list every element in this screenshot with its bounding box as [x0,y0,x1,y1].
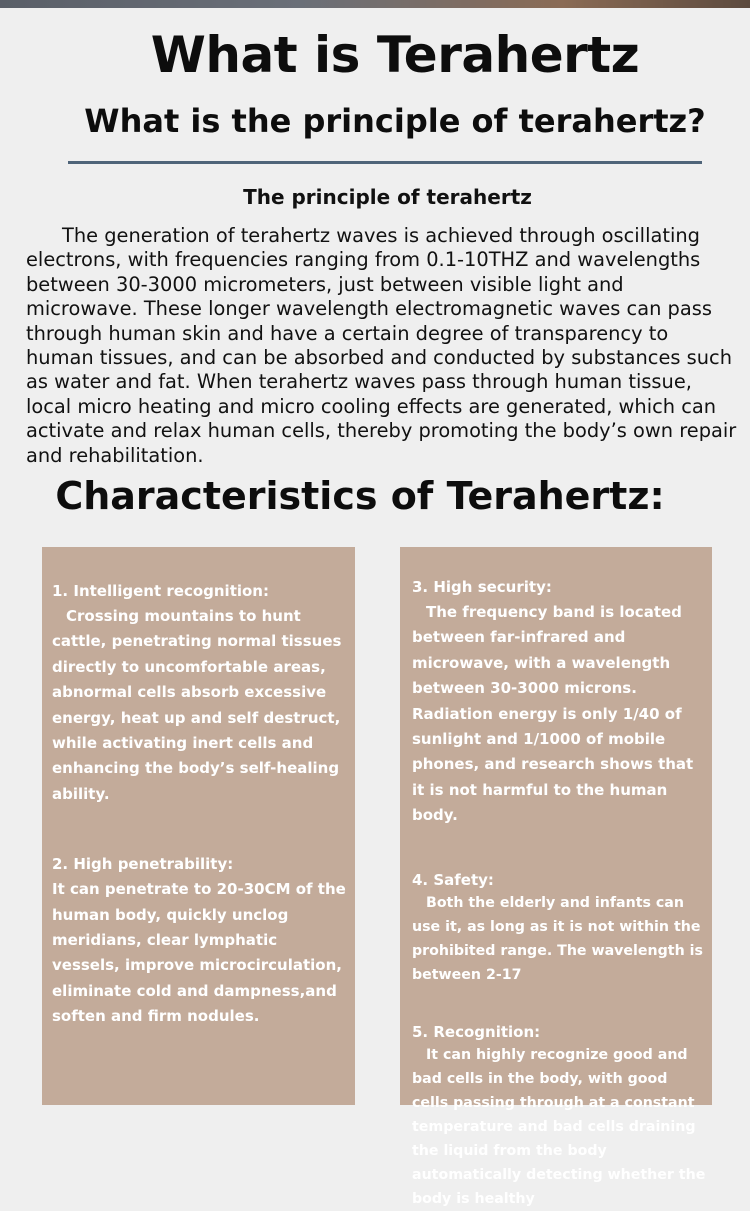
page-subtitle: What is the principle of terahertz? [84,102,706,140]
characteristic-item-high-penetrability [52,852,347,1029]
characteristic-item-recognition [412,1021,708,1211]
characteristic-heading: 1. Intelligent recognition: [52,582,269,600]
page-title: What is Terahertz [150,26,640,84]
characteristic-text-content: The frequency band is located between far-infrared and microwave, with a wavelength between 30-3000 microns. Radiation energy is only 1/40 of sunlight and 1/1000 of mobile phones, and research shows that it is not harmful to the human body. [412,603,694,825]
principle-body-text: The generation of terahertz waves is achieved through oscillating electrons, with frequencies ranging from 0.1-10THZ and wavelengths between 30-3000 micrometers, just between visible light and microwave. These longer wavelength electromagnetic waves can pass through human skin and have a certain degree of transparency to human tissues, and can be absorbed and conducted by substances such as water and fat. When terahertz waves pass through human tissue, local micro heating and micro cooling effects are generated, which can activate and relax human cells, thereby promoting the body’s own repair and rehabilitation. [26,224,737,467]
principle-body [26,224,738,468]
characteristic-text [52,604,347,807]
characteristic-item-safety [412,869,708,987]
characteristics-heading: Characteristics of Terahertz: [55,474,665,518]
characteristic-text: It can penetrate to 20-30CM of the human body, quickly unclog meridians, clear lymphatic vessels, improve microcirculation, eliminate cold and dampness,and soften and firm nodules. [52,880,346,1026]
principle-heading: The principle of terahertz [243,185,532,209]
characteristic-heading: 2. High penetrability: [52,855,234,874]
characteristic-heading: 5. Recognition: [412,1022,541,1041]
characteristic-text-content: Crossing mountains to hunt cattle, penetrating normal tissues directly to uncomfortable areas, abnormal cells absorb excessive energy, heat up and self destruct, while activating inert cells and enhancing the body’s self-healing ability. [52,607,342,803]
divider-rule [68,161,702,164]
top-photo-strip [0,0,750,8]
characteristic-text [412,1043,708,1211]
characteristic-text [412,891,708,987]
characteristic-text-content: It can highly recognize good and bad cells in the body, with good cells passing through at a constant temperature and bad cells draining the liquid from the body automatically detecting whether the body is healthy [412,1046,706,1207]
characteristic-text-content: Both the elderly and infants can use it, as long as it is not within the prohibited range. The wavelength is between 2-17 [412,894,703,983]
characteristic-heading: 4. Safety: [412,870,494,889]
characteristics-card-left [42,547,355,1105]
characteristic-text [412,600,708,829]
characteristic-item-intelligent-recognition [52,579,347,807]
characteristic-heading: 3. High security: [412,578,552,596]
characteristics-card-right [400,547,712,1207]
characteristic-item-high-security [412,575,708,829]
